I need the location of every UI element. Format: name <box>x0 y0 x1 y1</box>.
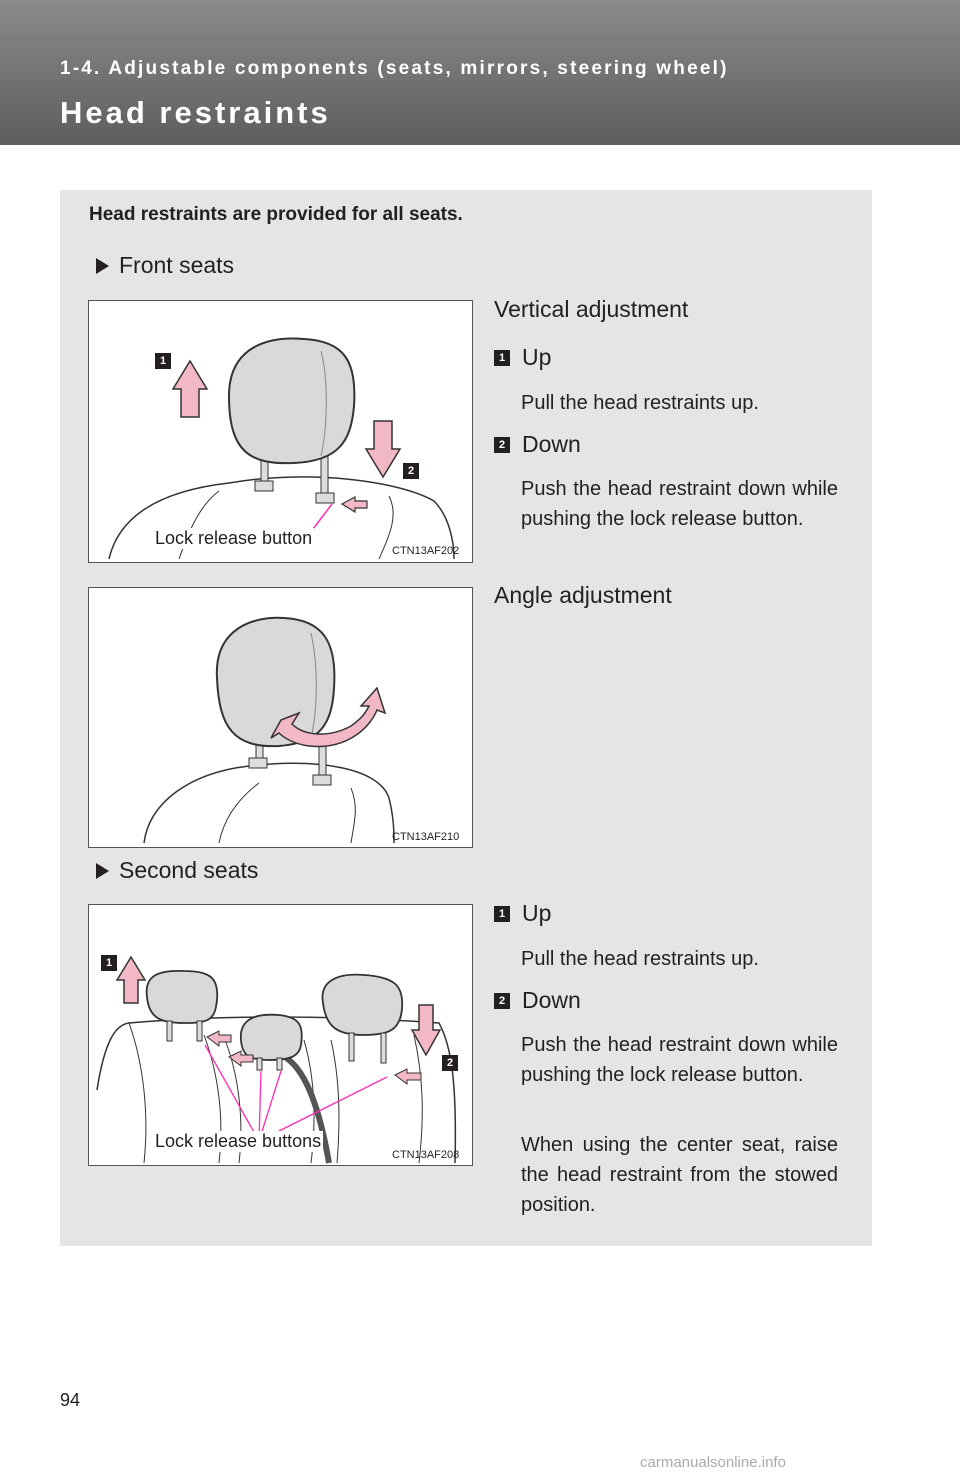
second-seats-label: Second seats <box>119 857 259 883</box>
second-step-up-description: Pull the head restraints up. <box>521 948 759 970</box>
triangle-bullet-icon <box>96 258 109 274</box>
second-seats-heading <box>96 857 258 884</box>
lock-release-button-callout: Lock release button <box>155 528 313 548</box>
figure-code: CTN13AF202 <box>392 545 460 557</box>
second-row-head-restraints-illustration <box>89 905 472 1165</box>
step-down-label: Down <box>522 431 581 457</box>
vertical-adjustment-heading: Vertical adjustment <box>494 296 689 322</box>
intro-text: Head restraints are provided for all seats. <box>89 204 463 225</box>
figure-code: CTN13AF208 <box>392 1149 460 1161</box>
badge-1: 1 <box>101 955 117 971</box>
figure-vertical-adjustment <box>88 300 473 563</box>
section-title: 1-4. Adjustable components (seats, mirrors, steering wheel) <box>60 58 729 79</box>
triangle-bullet-icon <box>96 863 109 879</box>
second-step-down-description: Push the head restraint down while pushing the lock release button. <box>521 1034 838 1086</box>
second-step-up <box>494 900 551 927</box>
angle-adjustment-heading: Angle adjustment <box>494 582 672 608</box>
second-step-down <box>494 987 581 1014</box>
figure-code: CTN13AF210 <box>392 831 460 843</box>
figure-second-seats <box>88 904 473 1166</box>
page-number: 94 <box>60 1390 81 1410</box>
footer-watermark: carmanualsonline.info <box>640 1454 786 1471</box>
front-seats-heading <box>96 252 234 279</box>
front-seats-label: Front seats <box>119 252 235 278</box>
step-down <box>494 431 581 458</box>
badge-2: 2 <box>442 1055 458 1071</box>
step-up-description: Pull the head restraints up. <box>521 392 759 414</box>
step-up <box>494 344 551 371</box>
step-down-description: Push the head restraint down while pushing the lock release button. <box>521 478 838 530</box>
badge-1: 1 <box>155 353 171 369</box>
head-restraint-tilt-illustration <box>89 588 472 847</box>
badge-2: 2 <box>403 463 419 479</box>
badge-1: 1 <box>494 906 510 922</box>
badge-1: 1 <box>494 350 510 366</box>
step-up-label: Up <box>522 344 552 370</box>
page-title: Head restraints <box>60 95 331 130</box>
chapter-header <box>0 0 960 145</box>
center-seat-note: When using the center seat, raise the head restraint from the stowed position. <box>521 1134 838 1216</box>
second-step-up-label: Up <box>522 900 552 926</box>
second-step-down-label: Down <box>522 987 581 1013</box>
head-restraint-illustration <box>89 301 472 562</box>
lock-release-buttons-callout: Lock release buttons <box>155 1131 322 1151</box>
figure-angle-adjustment <box>88 587 473 848</box>
badge-2: 2 <box>494 437 510 453</box>
badge-2: 2 <box>494 993 510 1009</box>
